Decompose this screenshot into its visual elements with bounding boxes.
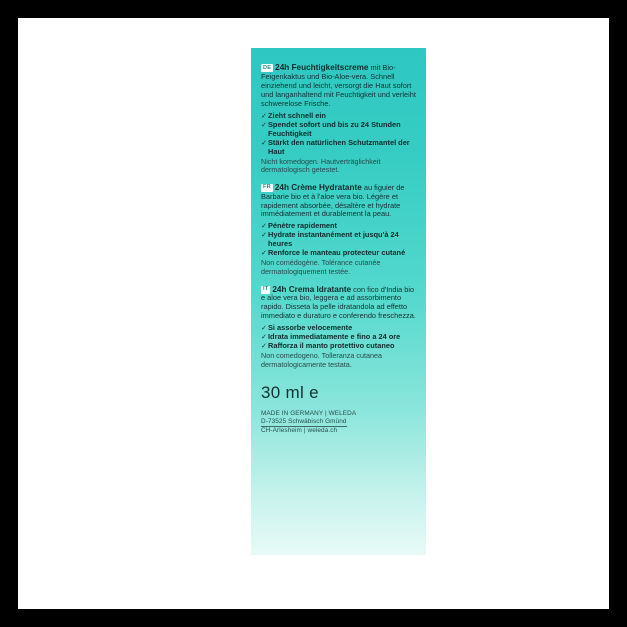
lang-badge-fr: FR <box>263 184 271 191</box>
check-icon: ✓ <box>261 221 268 231</box>
product-package-panel <box>251 48 426 555</box>
manufacturer-footer <box>261 410 416 434</box>
it-bullet-3: Rafforza il manto protettivo cutaneo <box>268 341 395 351</box>
list-item <box>261 138 416 156</box>
check-icon: ✓ <box>261 119 268 129</box>
it-bullet-1: Si assorbe velocemente <box>268 323 353 333</box>
language-section-de <box>261 64 416 175</box>
de-title: 24h Feuchtigkeitscreme <box>275 63 369 72</box>
check-icon: ✓ <box>261 248 268 258</box>
it-intro-text: con fico d'India bio e aloe vera bio, leggera e ad assorbimento rapido. Disseta la pelle idratandola ad effetto immediato e duraturo e conferendo freschezza. <box>261 284 416 321</box>
list-item <box>261 332 416 341</box>
fr-benefit-list <box>261 221 416 257</box>
it-intro-paragraph <box>261 286 416 322</box>
check-icon: ✓ <box>261 332 268 342</box>
it-benefit-list <box>261 323 416 350</box>
volume-label: 30 ml e <box>261 383 319 403</box>
fr-intro-paragraph <box>261 184 416 220</box>
check-icon: ✓ <box>261 341 268 351</box>
check-icon: ✓ <box>261 137 268 147</box>
lang-badge-de: DE <box>263 64 272 71</box>
language-section-fr <box>261 184 416 277</box>
de-bullet-3: Stärkt den natürlichen Schutzmantel der Haut <box>268 137 410 156</box>
check-icon: ✓ <box>261 110 268 120</box>
list-item <box>261 120 416 138</box>
fr-title: 24h Crème Hydratante <box>274 182 362 192</box>
package-text-content <box>261 64 416 434</box>
de-note: Nicht komedogen. Hautverträglichkeit dermatologisch getestet. <box>261 156 381 175</box>
check-icon: ✓ <box>261 230 268 240</box>
it-bullet-2: Idrata immediatamente e fino a 24 ore <box>268 332 401 342</box>
de-bullet-2: Spendet sofort und bis zu 24 Stunden Feuchtigkeit <box>268 119 401 138</box>
fr-bullet-3: Renforce le manteau protecteur cutané <box>268 248 406 258</box>
check-icon: ✓ <box>261 323 268 333</box>
list-item <box>261 221 416 230</box>
de-bullet-1: Zieht schnell ein <box>268 110 326 120</box>
de-intro-paragraph <box>261 64 416 109</box>
footer-line-1: MADE IN GERMANY | WELEDA <box>261 410 357 418</box>
it-note: Non comedogeno. Tolleranza cutanea dermatologicamente testata. <box>261 351 382 369</box>
fr-bullet-1: Pénètre rapidement <box>268 221 338 231</box>
fr-note: Non comédogène. Tolérance cutanée dermatologiquement testée. <box>261 258 381 276</box>
list-item <box>261 111 416 120</box>
lang-badge-it: IT <box>263 286 269 293</box>
footer-line-3: CH-Arlesheim | weleda.ch <box>261 426 338 434</box>
fr-bullet-2: Hydrate instantanément et jusqu'à 24 heures <box>268 230 399 249</box>
it-title: 24h Crema Idratante <box>272 284 352 294</box>
white-background <box>18 18 609 609</box>
list-item <box>261 230 416 248</box>
fr-intro-text: au figuier de Barbarie bio et à l'aloe vera bio. Légère et rapidement absorbée, désaltère et hydrate immédiatement et durablement la peau. <box>261 182 405 219</box>
footer-line-2: D-73525 Schwäbisch Gmünd <box>261 417 347 425</box>
list-item <box>261 341 416 350</box>
de-intro-text: mit Bio-Feigenkaktus und Bio-Aloe-vera. Schnell einziehend und leicht, versorgt die Haut sofort und langanhaltend mit Feuchtigkeit und verleiht schwerelose Frische. <box>261 63 416 108</box>
list-item <box>261 248 416 257</box>
language-section-it <box>261 286 416 370</box>
de-benefit-list <box>261 111 416 156</box>
list-item <box>261 323 416 332</box>
